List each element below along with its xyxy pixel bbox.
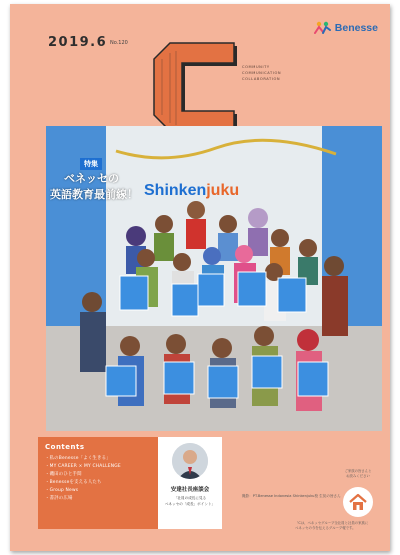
photo-caption: 撮影：PT.Benesse Indonesia Shinkenjuku校 生徒の皆さん <box>242 494 341 498</box>
tagline-line-2: COMMUNICATION <box>242 71 282 75</box>
magazine-cover <box>10 4 390 551</box>
contents-item[interactable]: ・ Group News <box>45 487 158 495</box>
contents-item[interactable]: ・ Benesseを支える人たち <box>45 479 158 487</box>
shinkenjuku-sign <box>144 182 239 200</box>
brand-name: Benesse <box>334 22 378 34</box>
president-subtitle-line-1: 「社員の成長に見る <box>173 496 207 500</box>
president-subtitle-line-2: ベネッセの「成長」ポイント」 <box>164 501 216 506</box>
contents-item[interactable]: ・ 私のBenesse「よく生きる」 <box>45 455 158 463</box>
home-note <box>332 469 384 479</box>
masthead-tagline <box>242 64 281 82</box>
footer-note-line-2: ベネッセの今を伝えるグループ報です。 <box>295 526 356 530</box>
president-card[interactable] <box>158 437 222 529</box>
issue-date: 2019.6 <box>48 35 108 50</box>
feature-title-line-1: ベネッセの <box>64 172 119 185</box>
president-title: 安達社長座談会 <box>170 487 210 493</box>
tagline-line-3: COLLABORATION <box>242 77 281 81</box>
issue-number: No.120 <box>110 40 128 46</box>
contents-item[interactable]: ・ 書評の広場 <box>45 495 158 503</box>
home-note-line-1: ご家族の皆さんと <box>344 469 372 473</box>
masthead-c-logo <box>150 39 238 135</box>
contents-item[interactable]: ・ 磯田のひと手間 <box>45 471 158 479</box>
footer-note <box>295 521 385 531</box>
sign-part-1: Shinken <box>144 182 207 199</box>
contents-heading: Contents <box>45 443 85 451</box>
house-icon <box>343 487 373 517</box>
contents-item[interactable]: ・ MY CAREER × MY CHALLENGE <box>45 463 158 471</box>
tagline-line-1: COMMUNITY <box>242 65 270 69</box>
benesse-figure-icon <box>314 21 332 35</box>
contents-box <box>38 437 158 529</box>
feature-headline <box>48 151 138 202</box>
feature-tag: 特集 <box>80 158 102 170</box>
benesse-logo <box>314 21 378 35</box>
home-badge <box>343 487 373 517</box>
feature-title-line-2: 英語教育最前線！ <box>50 188 138 201</box>
president-portrait <box>172 443 208 479</box>
footer-note-line-1: 「Cは、ベネッセグループ全社員と社員の家族に <box>295 521 369 525</box>
sign-part-2: juku <box>206 182 240 199</box>
president-subtitle <box>162 496 218 507</box>
home-note-line-2: お読みください <box>346 474 370 478</box>
contents-list <box>38 455 158 503</box>
